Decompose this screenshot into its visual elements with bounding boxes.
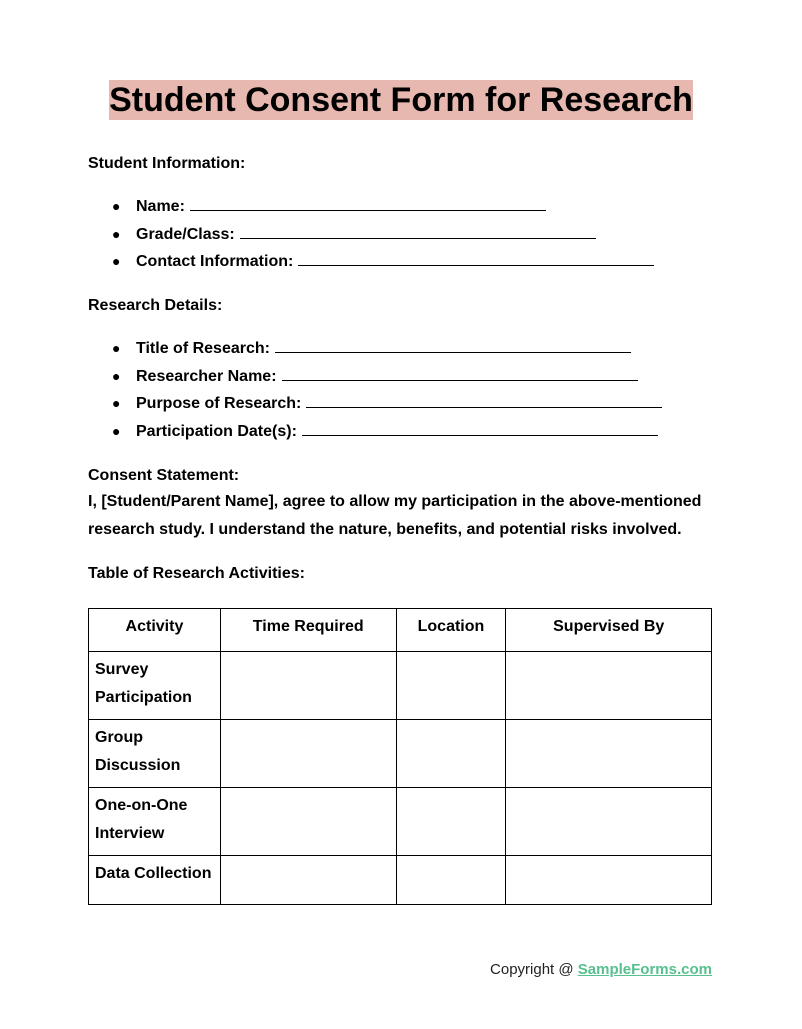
field-label: Contact Information: [136, 253, 294, 271]
field-researcher [112, 363, 662, 391]
table-row [89, 856, 712, 905]
consent-heading: Consent Statement: [88, 467, 240, 484]
column-header: Time Required [220, 609, 396, 652]
blank-line[interactable] [282, 367, 638, 381]
field-dates [112, 418, 662, 446]
footer [490, 961, 712, 978]
column-header: Location [396, 609, 506, 652]
supervisor-cell[interactable] [506, 720, 712, 788]
field-title [112, 335, 662, 363]
activity-cell: Data Collection [89, 856, 221, 905]
bullet-icon: ● [112, 340, 121, 356]
student-info-heading: Student Information: [88, 155, 246, 172]
page-title-wrap [0, 80, 802, 120]
sampleforms-link[interactable]: SampleForms.com [577, 961, 712, 978]
blank-line[interactable] [302, 422, 658, 436]
supervisor-cell[interactable] [506, 788, 712, 856]
activities-table [88, 608, 712, 905]
bullet-icon: ● [112, 198, 121, 214]
column-header: Activity [89, 609, 221, 652]
location-cell[interactable] [396, 652, 506, 720]
bullet-icon: ● [112, 225, 121, 242]
student-info-list [112, 193, 654, 276]
activity-cell: One-on-One Interview [89, 788, 221, 856]
field-label: Name: [136, 198, 185, 215]
field-name [112, 193, 654, 221]
blank-line[interactable] [306, 394, 662, 408]
time-cell[interactable] [220, 856, 396, 905]
field-purpose [112, 390, 662, 418]
research-details-heading: Research Details: [88, 297, 223, 314]
field-grade [112, 221, 654, 249]
bullet-icon: ● [112, 395, 121, 412]
location-cell[interactable] [396, 856, 506, 905]
consent-text: I, [Student/Parent Name], agree to allow my participation in the above-mentioned research study. I understand the nature, benefits, and potential risks involved. [88, 493, 702, 538]
bullet-icon: ● [112, 253, 121, 270]
blank-line[interactable] [190, 197, 546, 211]
supervisor-cell[interactable] [506, 652, 712, 720]
field-label: Title of Research: [136, 340, 270, 357]
field-contact [112, 248, 654, 276]
activity-cell: Survey Participation [89, 652, 221, 720]
time-cell[interactable] [220, 720, 396, 788]
table-row [89, 652, 712, 720]
bullet-icon: ● [112, 367, 121, 384]
blank-line[interactable] [275, 339, 631, 353]
time-cell[interactable] [220, 652, 396, 720]
field-label: Participation Date(s): [136, 423, 297, 441]
field-label: Researcher Name: [136, 367, 277, 385]
location-cell[interactable] [396, 788, 506, 856]
field-label: Grade/Class: [136, 225, 235, 243]
blank-line[interactable] [240, 225, 596, 239]
supervisor-cell[interactable] [506, 856, 712, 905]
activity-cell: Group Discussion [89, 720, 221, 788]
page-title: Student Consent Form for Research [109, 81, 693, 119]
research-details-list [112, 335, 662, 446]
table-header-row [89, 609, 712, 652]
table-row [89, 720, 712, 788]
copyright-text: Copyright @ [490, 961, 578, 978]
bullet-icon: ● [112, 423, 121, 440]
time-cell[interactable] [220, 788, 396, 856]
column-header: Supervised By [506, 609, 712, 652]
blank-line[interactable] [298, 252, 654, 266]
table-row [89, 788, 712, 856]
field-label: Purpose of Research: [136, 395, 302, 413]
table-heading: Table of Research Activities: [88, 565, 305, 582]
location-cell[interactable] [396, 720, 506, 788]
